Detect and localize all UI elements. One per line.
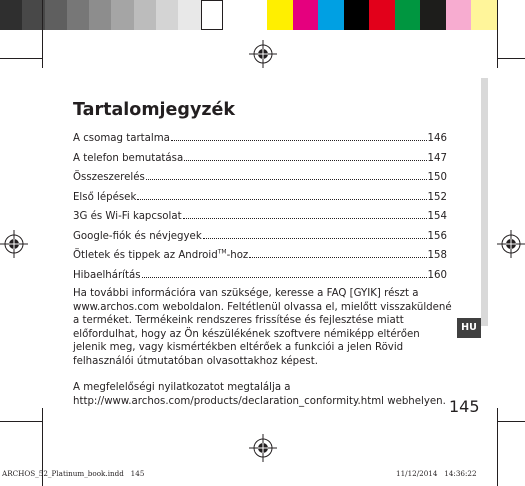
registration-mark-icon (249, 434, 277, 462)
toc-entry[interactable] (73, 207, 447, 227)
conformity-paragraph: A megfelelőségi nyilatkozatot megtalálja a http://www.archos.com/products/declaration_conformity.html webhelyen. (73, 382, 446, 407)
toc-entry[interactable] (73, 266, 447, 286)
crop-mark (498, 421, 525, 422)
dot-leader (183, 218, 427, 219)
toc-entry-page: 154 (427, 211, 447, 222)
color-swatch (446, 0, 472, 30)
toc-entry-page: 158 (427, 250, 447, 261)
toc-title: Tartalomjegyzék (73, 100, 236, 120)
toc-entry-page: 150 (427, 172, 447, 183)
toc-entry[interactable] (73, 129, 447, 149)
gray-swatch (45, 0, 67, 30)
toc-entry-page: 146 (427, 133, 447, 144)
dot-leader (171, 140, 427, 141)
toc-entry-label: A telefon bemutatása (73, 152, 184, 164)
crop-mark (498, 58, 525, 59)
crop-mark (0, 58, 42, 59)
dot-leader (142, 277, 427, 278)
grayscale-calibration-bar (0, 0, 223, 30)
toc-entry-page: 156 (427, 230, 447, 242)
color-swatch (318, 0, 344, 30)
toc-entry[interactable] (73, 246, 447, 266)
gray-swatch (201, 0, 223, 30)
footer-filename: ARCHOS_52_Platinum_book.indd 145 (2, 469, 145, 478)
toc-entry[interactable] (73, 168, 447, 188)
color-swatch (267, 0, 293, 30)
language-tab: HU (457, 318, 481, 338)
dot-leader (184, 160, 426, 161)
color-swatch (293, 0, 319, 30)
crop-mark (0, 421, 42, 422)
dot-leader (249, 257, 426, 258)
toc-entry-label: A csomag tartalma (73, 133, 170, 144)
toc-entry-label-suffix: -hoz (226, 250, 249, 261)
gray-swatch (111, 0, 133, 30)
toc-entry-label: Összeszerelés (73, 172, 145, 183)
registration-mark-icon (0, 230, 28, 258)
gray-swatch (89, 0, 111, 30)
gray-swatch (0, 0, 22, 30)
toc-entry[interactable] (73, 188, 447, 208)
toc-entry[interactable] (73, 149, 447, 169)
page-number: 145 (449, 397, 480, 416)
gray-swatch (134, 0, 156, 30)
crop-mark (497, 408, 498, 486)
toc-entry-page: 160 (427, 269, 447, 281)
color-swatch (395, 0, 421, 30)
toc-entry-page: 152 (427, 191, 447, 203)
color-swatch (471, 0, 497, 30)
color-calibration-bar (267, 0, 497, 30)
gray-swatch (156, 0, 178, 30)
toc-entry-page: 147 (427, 152, 447, 164)
toc-entry-label: Hibaelhárítás (73, 269, 141, 281)
toc-entry-label (73, 246, 248, 266)
gray-swatch (178, 0, 200, 30)
trademark-superscript: TM (217, 248, 227, 256)
crop-mark (42, 0, 43, 68)
dot-leader (203, 238, 427, 239)
toc-list (73, 129, 447, 285)
footer-datetime: 11/12/2014 14:36:22 (396, 469, 477, 478)
toc-entry-label: Google-fiók és névjegyek (73, 230, 202, 242)
registration-mark-icon (497, 230, 525, 258)
toc-entry-label: Első lépések (73, 191, 137, 203)
color-swatch (420, 0, 446, 30)
registration-mark-icon (249, 40, 277, 68)
side-thumb-bar (481, 78, 488, 326)
toc-entry-label-text: Ötletek és tippek az Android (73, 250, 218, 261)
toc-entry-label: 3G és Wi-Fi kapcsolat (73, 211, 182, 222)
dot-leader (137, 199, 426, 200)
info-paragraph: Ha további információra van szüksége, keresse a FAQ [GYIK] részt a www.archos.com weboldalon. Feltétlenül olvassa el, mielőtt visszaküldené a terméket. Termékeink rendszeres frissítése és fejlesztése miatt előfordulhat, hogy az Ön készülékének szoftvere némiképp eltérően jelenik meg, vagy kismértékben eltérőek a funkciói a jelen Rövid felhasználói útmutatóban olvasottakhoz képest. (73, 288, 452, 367)
color-swatch (369, 0, 395, 30)
gray-swatch (67, 0, 89, 30)
color-swatch (344, 0, 370, 30)
toc-entry[interactable] (73, 227, 447, 247)
dot-leader (146, 179, 427, 180)
